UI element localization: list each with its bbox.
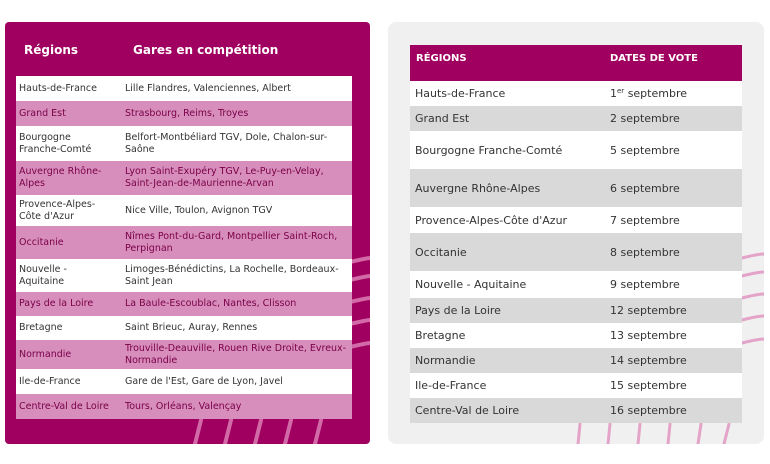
stations-cell: Lyon Saint-Exupéry TGV, Le-Puy-en-Velay, Saint-Jean-de-Maurienne-Arvan bbox=[125, 166, 324, 189]
date-cell: 8 septembre bbox=[610, 245, 680, 259]
region-cell: Centre-Val de Loire bbox=[19, 400, 109, 412]
vote-dates-card bbox=[388, 22, 764, 444]
region-cell: Grand Est bbox=[19, 107, 66, 119]
vote-dates-table bbox=[410, 81, 742, 423]
table-row bbox=[16, 226, 352, 259]
region-cell: Pays de la Loire bbox=[415, 304, 501, 317]
date-cell: 2 septembre bbox=[610, 112, 680, 125]
region-cell: Normandie bbox=[415, 354, 476, 367]
region-cell: Ile-de-France bbox=[415, 379, 487, 392]
region-cell: Nouvelle - Aquitaine bbox=[415, 278, 527, 291]
table-row bbox=[16, 340, 352, 369]
table-row bbox=[410, 298, 742, 323]
table-row bbox=[16, 195, 352, 226]
region-cell: Normandie bbox=[19, 348, 72, 360]
region-cell: Hauts-de-France bbox=[19, 82, 97, 94]
table-row bbox=[410, 169, 742, 207]
header-stations: Gares en compétition bbox=[133, 43, 279, 57]
table-row bbox=[410, 106, 742, 131]
region-cell: Centre-Val de Loire bbox=[415, 404, 520, 417]
region-cell: Provence-Alpes-Côte d'Azur bbox=[19, 198, 96, 222]
header-regions: Régions bbox=[24, 43, 79, 57]
region-cell: Occitanie bbox=[415, 245, 467, 259]
date-cell: 5 septembre bbox=[610, 143, 680, 157]
table-row bbox=[410, 323, 742, 348]
stations-cell: Trouville-Deauville, Rouen Rive Droite, Evreux-Normandie bbox=[125, 342, 347, 366]
stations-cell: Belfort-Montbéliard TGV, Dole, Chalon-sur-Saône bbox=[125, 131, 328, 155]
table-row bbox=[16, 76, 352, 101]
vote-table-header bbox=[410, 45, 742, 81]
stations-table-header bbox=[21, 22, 355, 76]
table-row bbox=[16, 369, 352, 394]
date-cell: 1er septembre bbox=[610, 87, 687, 100]
date-cell: 13 septembre bbox=[610, 329, 687, 342]
date-cell: 6 septembre bbox=[610, 181, 680, 195]
stations-cell: Nîmes Pont-du-Gard, Montpellier Saint-Roch, Perpignan bbox=[125, 230, 338, 254]
region-cell: Nouvelle - Aquitaine bbox=[19, 263, 67, 287]
header-vote-dates: DATES DE VOTE bbox=[610, 53, 698, 64]
table-row bbox=[16, 259, 352, 292]
region-cell: Hauts-de-France bbox=[415, 87, 506, 100]
table-row bbox=[410, 81, 742, 106]
region-cell: Bretagne bbox=[19, 322, 63, 333]
region-cell: Provence-Alpes-Côte d'Azur bbox=[415, 213, 568, 227]
table-row bbox=[16, 161, 352, 195]
stations-cell: Lille Flandres, Valenciennes, Albert bbox=[125, 82, 291, 94]
date-cell: 14 septembre bbox=[610, 354, 687, 367]
date-cell: 9 septembre bbox=[610, 278, 680, 291]
stations-card bbox=[5, 22, 370, 444]
region-cell: Occitanie bbox=[19, 236, 64, 248]
table-row bbox=[16, 126, 352, 161]
stations-cell: Saint Brieuc, Auray, Rennes bbox=[125, 322, 258, 333]
table-row bbox=[410, 207, 742, 233]
region-cell: Ile-de-France bbox=[19, 375, 81, 387]
table-row bbox=[16, 394, 352, 419]
header-regions: RÉGIONS bbox=[416, 53, 467, 64]
stations-cell: Tours, Orléans, Valençay bbox=[125, 400, 242, 412]
stations-cell: Nice Ville, Toulon, Avignon TGV bbox=[125, 204, 273, 216]
stations-table bbox=[16, 76, 352, 419]
region-cell: Bretagne bbox=[415, 329, 466, 342]
table-row bbox=[16, 101, 352, 126]
stations-cell: Strasbourg, Reims, Troyes bbox=[125, 107, 249, 119]
table-row bbox=[410, 271, 742, 298]
region-cell: Bourgogne Franche-Comté bbox=[19, 131, 92, 155]
date-cell: 7 septembre bbox=[610, 213, 680, 227]
table-row bbox=[410, 233, 742, 271]
stations-cell: Gare de l'Est, Gare de Lyon, Javel bbox=[125, 375, 283, 387]
date-cell: 15 septembre bbox=[610, 379, 687, 392]
region-cell: Bourgogne Franche-Comté bbox=[415, 143, 563, 157]
table-row bbox=[410, 348, 742, 373]
region-cell: Grand Est bbox=[415, 112, 470, 125]
table-row bbox=[16, 316, 352, 340]
table-row bbox=[410, 373, 742, 398]
stations-cell: Limoges-Bénédictins, La Rochelle, Bordeaux-Saint Jean bbox=[125, 263, 339, 287]
table-row bbox=[410, 398, 742, 423]
table-row bbox=[410, 131, 742, 169]
table-row bbox=[16, 292, 352, 316]
region-cell: Auvergne Rhône-Alpes bbox=[415, 181, 541, 195]
date-cell: 12 septembre bbox=[610, 304, 687, 317]
region-cell: Auvergne Rhône-Alpes bbox=[19, 166, 102, 189]
region-cell: Pays de la Loire bbox=[19, 298, 94, 309]
stations-cell: La Baule-Escoublac, Nantes, Clisson bbox=[125, 298, 297, 309]
date-cell: 16 septembre bbox=[610, 404, 687, 417]
